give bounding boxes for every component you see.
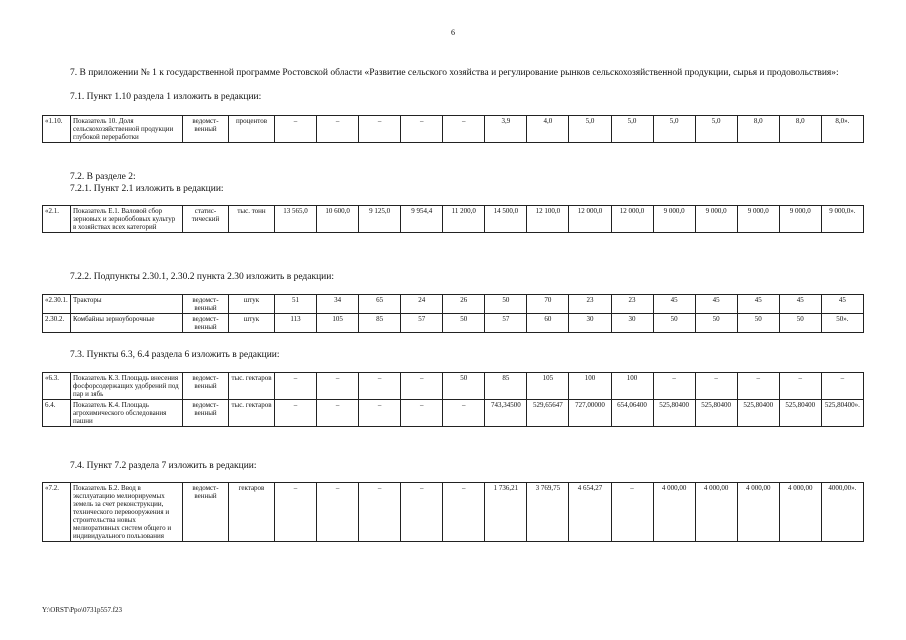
- table-cell: тыс. тонн: [229, 206, 275, 233]
- table-cell: –: [317, 116, 359, 143]
- table-row: [43, 373, 864, 400]
- table-cell: –: [275, 400, 317, 427]
- table-cell: 100: [569, 373, 611, 400]
- page-number: 6: [451, 28, 455, 37]
- table-cell: –: [317, 400, 359, 427]
- indicator-name-cell: Показатель Е.1. Валовой сбор зерновых и зернобобовых культур в хозяйствах всех категорий: [71, 206, 183, 233]
- table-cell: –: [611, 483, 653, 542]
- table-cell: 105: [527, 373, 569, 400]
- table-row: [43, 483, 864, 542]
- paragraph-7-2-2: 7.2.2. Подпункты 2.30.1, 2.30.2 пункта 2.30 изложить в редакции:: [70, 272, 334, 282]
- table-cell: 525,80400: [737, 400, 779, 427]
- table-cell: 12 000,0: [611, 206, 653, 233]
- table-cell: 3 769,75: [527, 483, 569, 542]
- table-cell: 525,80400: [779, 400, 821, 427]
- table-cell: процентов: [229, 116, 275, 143]
- table-cell: –: [443, 483, 485, 542]
- indicator-name-cell: Комбайны зерноуборочные: [71, 314, 183, 333]
- table-cell: 50».: [821, 314, 863, 333]
- table-cell: –: [401, 373, 443, 400]
- paragraph-7-1: 7.1. Пункт 1.10 раздела 1 изложить в редакции:: [70, 92, 262, 102]
- paragraph-7: 7. В приложении № 1 к государственной программе Ростовской области «Развитие сельского хозяйства и регулирование рынков сельскохозяйственной продукции, сырья и продовольствия»:: [70, 68, 839, 78]
- table-row: [43, 295, 864, 314]
- table-cell: статис-тический: [183, 206, 229, 233]
- table-cell: 85: [485, 373, 527, 400]
- table-cell: –: [359, 373, 401, 400]
- table-cell: ведомст-венный: [183, 400, 229, 427]
- table-cell: тыс. гектаров: [229, 400, 275, 427]
- table-cell: 5,0: [611, 116, 653, 143]
- table-7-4: [42, 482, 864, 542]
- table-cell: 5,0: [653, 116, 695, 143]
- table-cell: 4000,00».: [821, 483, 863, 542]
- table-cell: 50: [779, 314, 821, 333]
- table-row: [43, 206, 864, 233]
- footer-path: Y:\ORST\Ppo\0731p557.f23: [42, 606, 123, 614]
- indicator-name-cell: Показатель Б.2. Ввод в эксплуатацию мелиорируемых земель за счет реконструкции, технического перевооружения и строительства новых мелиоративных систем общего и индивидуального пользования: [71, 483, 183, 542]
- table-cell: –: [779, 373, 821, 400]
- indicator-name-cell: Тракторы: [71, 295, 183, 314]
- table-cell: 9 954,4: [401, 206, 443, 233]
- table-cell: гектаров: [229, 483, 275, 542]
- table-cell: –: [737, 373, 779, 400]
- table-cell: 8,0: [737, 116, 779, 143]
- table-cell: 13 565,0: [275, 206, 317, 233]
- table-cell: –: [359, 116, 401, 143]
- table-7-3: [42, 372, 864, 427]
- table-cell: –: [275, 116, 317, 143]
- row-number-cell: 6.4.: [43, 400, 71, 427]
- paragraph-7-2-1: 7.2.1. Пункт 2.1 изложить в редакции:: [70, 184, 224, 194]
- table-cell: 51: [275, 295, 317, 314]
- table-cell: 45: [821, 295, 863, 314]
- table-cell: 45: [737, 295, 779, 314]
- table-cell: 4 000,00: [779, 483, 821, 542]
- table-cell: штук: [229, 295, 275, 314]
- row-number-cell: 2.30.2.: [43, 314, 71, 333]
- table-cell: 26: [443, 295, 485, 314]
- table-cell: 4 000,00: [695, 483, 737, 542]
- row-number-cell: «1.10.: [43, 116, 71, 143]
- table-cell: тыс. гектаров: [229, 373, 275, 400]
- table-cell: ведомст-венный: [183, 116, 229, 143]
- table-cell: 8,0».: [821, 116, 863, 143]
- paragraph-7-3: 7.3. Пункты 6.3, 6.4 раздела 6 изложить в редакции:: [70, 350, 280, 360]
- table-cell: –: [653, 373, 695, 400]
- table-cell: 525,80400».: [821, 400, 863, 427]
- table-cell: 10 600,0: [317, 206, 359, 233]
- table-7-1: [42, 115, 864, 143]
- indicator-name-cell: Показатель К.3. Площадь внесения фосфорсодержащих удобрений под пар и зябь: [71, 373, 183, 400]
- table-cell: 4,0: [527, 116, 569, 143]
- table-cell: ведомст-венный: [183, 295, 229, 314]
- table-cell: –: [401, 483, 443, 542]
- table-cell: 727,00000: [569, 400, 611, 427]
- table-cell: 50: [443, 314, 485, 333]
- table-cell: 4 000,00: [737, 483, 779, 542]
- table-row: [43, 314, 864, 333]
- table-cell: 4 000,00: [653, 483, 695, 542]
- table-cell: 45: [653, 295, 695, 314]
- table-cell: –: [317, 373, 359, 400]
- table-cell: –: [359, 400, 401, 427]
- table-cell: ведомст-венный: [183, 483, 229, 542]
- table-cell: 70: [527, 295, 569, 314]
- table-cell: 5,0: [569, 116, 611, 143]
- table-7-2-1: [42, 205, 864, 233]
- table-cell: 60: [527, 314, 569, 333]
- row-number-cell: «7.2.: [43, 483, 71, 542]
- table-cell: 30: [611, 314, 653, 333]
- table-cell: 9 000,0».: [821, 206, 863, 233]
- table-cell: 9 125,0: [359, 206, 401, 233]
- row-number-cell: «2.1.: [43, 206, 71, 233]
- table-cell: –: [443, 116, 485, 143]
- table-cell: 23: [611, 295, 653, 314]
- table-cell: 525,80400: [695, 400, 737, 427]
- table-cell: 50: [653, 314, 695, 333]
- table-cell: 65: [359, 295, 401, 314]
- paragraph-7-4: 7.4. Пункт 7.2 раздела 7 изложить в редакции:: [70, 461, 257, 471]
- table-cell: 57: [485, 314, 527, 333]
- table-cell: ведомст-венный: [183, 373, 229, 400]
- table-cell: 85: [359, 314, 401, 333]
- table-cell: 105: [317, 314, 359, 333]
- table-cell: –: [275, 483, 317, 542]
- table-cell: 9 000,0: [737, 206, 779, 233]
- table-cell: –: [695, 373, 737, 400]
- table-cell: 50: [485, 295, 527, 314]
- indicator-name-cell: Показатель 10. Доля сельскохозяйственной продукции глубокой переработки: [71, 116, 183, 143]
- table-cell: 3,9: [485, 116, 527, 143]
- row-number-cell: «2.30.1.: [43, 295, 71, 314]
- table-cell: 12 100,0: [527, 206, 569, 233]
- table-cell: 1 736,21: [485, 483, 527, 542]
- table-cell: –: [821, 373, 863, 400]
- indicator-name-cell: Показатель К.4. Площадь агрохимического обследования пашни: [71, 400, 183, 427]
- table-cell: 113: [275, 314, 317, 333]
- table-cell: 529,65647: [527, 400, 569, 427]
- row-number-cell: «6.3.: [43, 373, 71, 400]
- table-cell: 743,34500: [485, 400, 527, 427]
- table-cell: –: [275, 373, 317, 400]
- table-row: [43, 116, 864, 143]
- table-cell: –: [359, 483, 401, 542]
- table-cell: 14 500,0: [485, 206, 527, 233]
- table-cell: 4 654,27: [569, 483, 611, 542]
- table-cell: 11 200,0: [443, 206, 485, 233]
- table-cell: 45: [779, 295, 821, 314]
- table-cell: 654,06400: [611, 400, 653, 427]
- table-cell: –: [401, 400, 443, 427]
- table-cell: 12 000,0: [569, 206, 611, 233]
- table-cell: ведомст-венный: [183, 314, 229, 333]
- table-cell: штук: [229, 314, 275, 333]
- table-cell: –: [401, 116, 443, 143]
- table-cell: 23: [569, 295, 611, 314]
- paragraph-7-2: 7.2. В разделе 2:: [70, 172, 136, 182]
- table-cell: 9 000,0: [653, 206, 695, 233]
- table-cell: 50: [443, 373, 485, 400]
- table-cell: 57: [401, 314, 443, 333]
- table-cell: 525,80400: [653, 400, 695, 427]
- table-cell: 50: [737, 314, 779, 333]
- table-cell: 45: [695, 295, 737, 314]
- table-cell: 9 000,0: [779, 206, 821, 233]
- table-cell: 24: [401, 295, 443, 314]
- table-7-2-2: [42, 294, 864, 333]
- table-cell: 9 000,0: [695, 206, 737, 233]
- table-cell: 34: [317, 295, 359, 314]
- table-row: [43, 400, 864, 427]
- table-cell: 5,0: [695, 116, 737, 143]
- table-cell: 30: [569, 314, 611, 333]
- table-cell: 50: [695, 314, 737, 333]
- table-cell: –: [317, 483, 359, 542]
- table-cell: 100: [611, 373, 653, 400]
- table-cell: 8,0: [779, 116, 821, 143]
- table-cell: –: [443, 400, 485, 427]
